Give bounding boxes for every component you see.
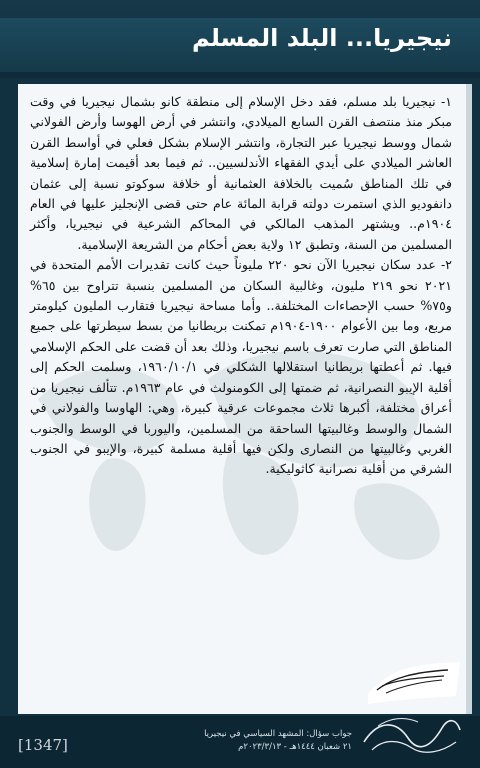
article-body xyxy=(30,92,452,480)
page-number: [1347] xyxy=(18,736,68,754)
calligraphy-signature-icon xyxy=(356,708,466,758)
black-flag-icon xyxy=(364,660,464,704)
content-panel xyxy=(18,84,472,714)
source-date: ٢١ شعبان ١٤٤٤هـ - ٢٠٢٣/٣/١٣م xyxy=(238,742,352,752)
header xyxy=(0,0,480,78)
paragraph-2: ٢- عدد سكان نيجيريا الآن نحو ٢٢٠ مليوناً حيث كانت تقديرات الأمم المتحدة في ٢٠٢١ نحو ٢١٩ مليون، وغالبية السكان من المسلمين بنسبة تتراوح بين ٦٥% و٧٥% حسب الإحصاءات المختلفة.. وأما مساحة نيجيريا فتقارب المليون كيلومتر مربع، وما بين الأعوام ١٩٠٠-١٩٠٤م تمكنت بريطانيا من بسط سيطرتها على جميع المناطق التي صارت تعرف باسم نيجيريا، وذلك بعد أن قضت على الحكم الإسلامي فيها. ثم أعطتها بريطانيا استقلالها الشكلي في ١٩٦٠/١٠/١، وسلمت الحكم إلى أقلية الإيبو النصرانية، ثم ضمتها إلى الكومنولث في عام ١٩٦٣م. تتألف نيجيريا من أعراق مختلفة، أكبرها ثلاث مجموعات عرقية كبيرة، وهي: الهاوسا والفولاني في الشمال والوسط وغالبيتها الساحقة من المسلمين، واليوربا في الوسط والجنوب الغربي وغالبيتها من النصارى ولكن فيها أقلية مسلمة كبيرة، والإيبو في الجنوب الشرقي من أقلية نصرانية كاثوليكية. xyxy=(30,257,452,477)
page-title: نيجيريا... البلد المسلم xyxy=(192,24,452,52)
paragraph-1: ١- نيجيريا بلد مسلم، فقد دخل الإسلام إلى منطقة كانو بشمال نيجيريا في وقت مبكر منذ منتصف القرن السابع الميلادي، وانتشر في أرض الهوسا وأرض الفولاني شمال ووسط نيجيريا عبر التجارة، وانتشر الإسلام بشكل فعلي في أواسط القرن العاشر الميلادي على أيدي الفقهاء الأندلسيين.. ثم فيما بعد أقيمت إمارة إسلامية في تلك المناطق سُميت بالخلافة العثمانية أو خلافة سوكوتو نسبة إلى عثمان دانفوديو الذي استمرت دولته قرابة المائة عام حتى قضى الإنجليز عليها في العام ١٩٠٤م.. ويشتهر المذهب المالكي في المحاكم الشرعية في نيجيريا، وأكثر المسلمين من السنة، وتطبق ١٢ ولاية بعض أحكام من الشريعة الإسلامية. xyxy=(30,94,452,252)
source-title: جواب سؤال: المشهد السياسي في نيجيريا xyxy=(204,729,352,739)
source-citation xyxy=(204,728,352,754)
